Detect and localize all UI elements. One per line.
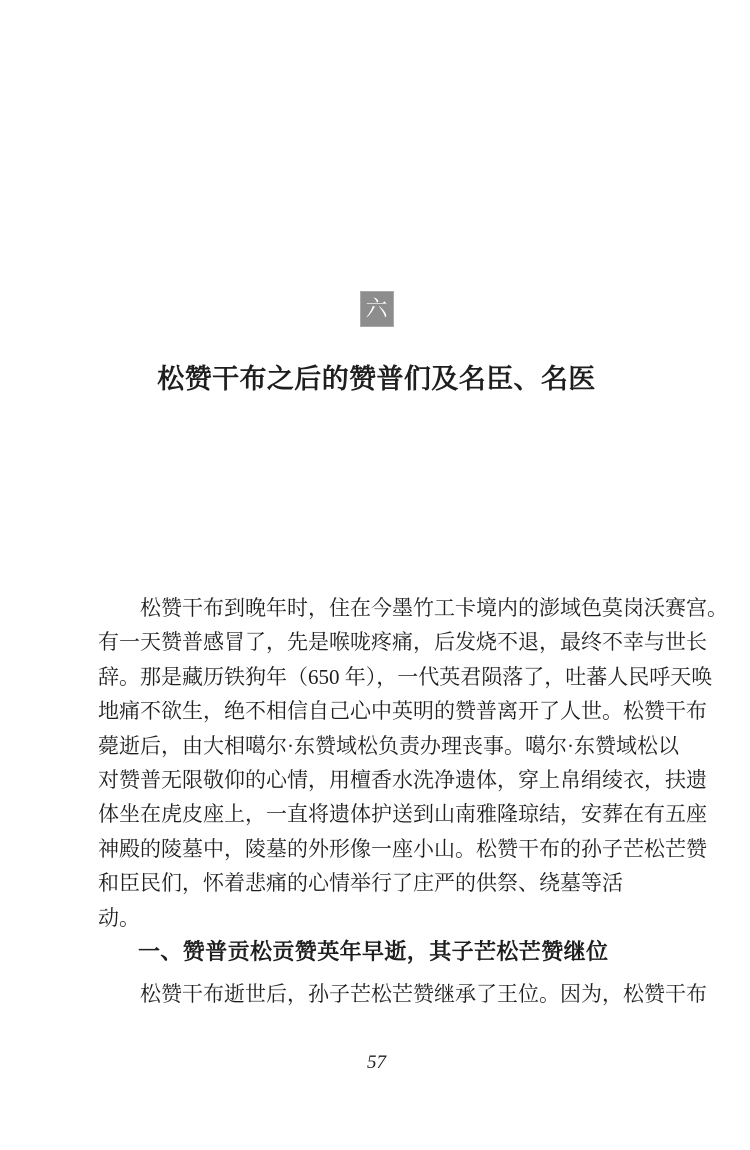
paragraph-line: 地痛不欲生，绝不相信自己心中英明的赞普离开了人世。松赞干布 [98, 699, 707, 724]
paragraph-line: 有一天赞普感冒了，先是喉咙疼痛，后发烧不退，最终不幸与世长 [98, 630, 707, 655]
paragraph-line: 辞。那是藏历铁狗年（650 年），一代英君陨落了，吐蕃人民呼天唤 [98, 664, 713, 689]
paragraph-line: 体坐在虎皮座上，一直将遗体护送到山南雅隆琼结，安葬在有五座 [98, 802, 707, 827]
chapter-number-badge: 六 [360, 291, 394, 327]
paragraph-line: 神殿的陵墓中，陵墓的外形像一座小山。松赞干布的孙子芒松芒赞 [98, 836, 707, 861]
body-paragraph-2: 松赞干布逝世后，孙子芒松芒赞继承了王位。因为，松赞干布 [140, 982, 707, 1006]
section-heading: 一、赞普贡松贡赞英年早逝，其子芒松芒赞继位 [138, 939, 609, 965]
body-paragraph-1 [98, 591, 728, 935]
paragraph-line: 和臣民们，怀着悲痛的心情举行了庄严的供祭、绕墓等活动。 [98, 871, 623, 930]
paragraph-line: 对赞普无限敬仰的心情，用檀香水洗净遗体，穿上帛绢绫衣，扶遗 [98, 768, 707, 793]
paragraph-line: 松赞干布到晚年时，住在今墨竹工卡境内的澎域色莫岗沃赛宫。 [140, 596, 728, 620]
book-page [98, 0, 728, 1150]
paragraph-line: 薨逝后，由大相噶尔·东赞域松负责办理丧事。噶尔·东赞域松以 [98, 733, 679, 758]
page-number: 57 [367, 1052, 386, 1073]
chapter-title: 松赞干布之后的赞普们及名臣、名医 [157, 364, 596, 395]
